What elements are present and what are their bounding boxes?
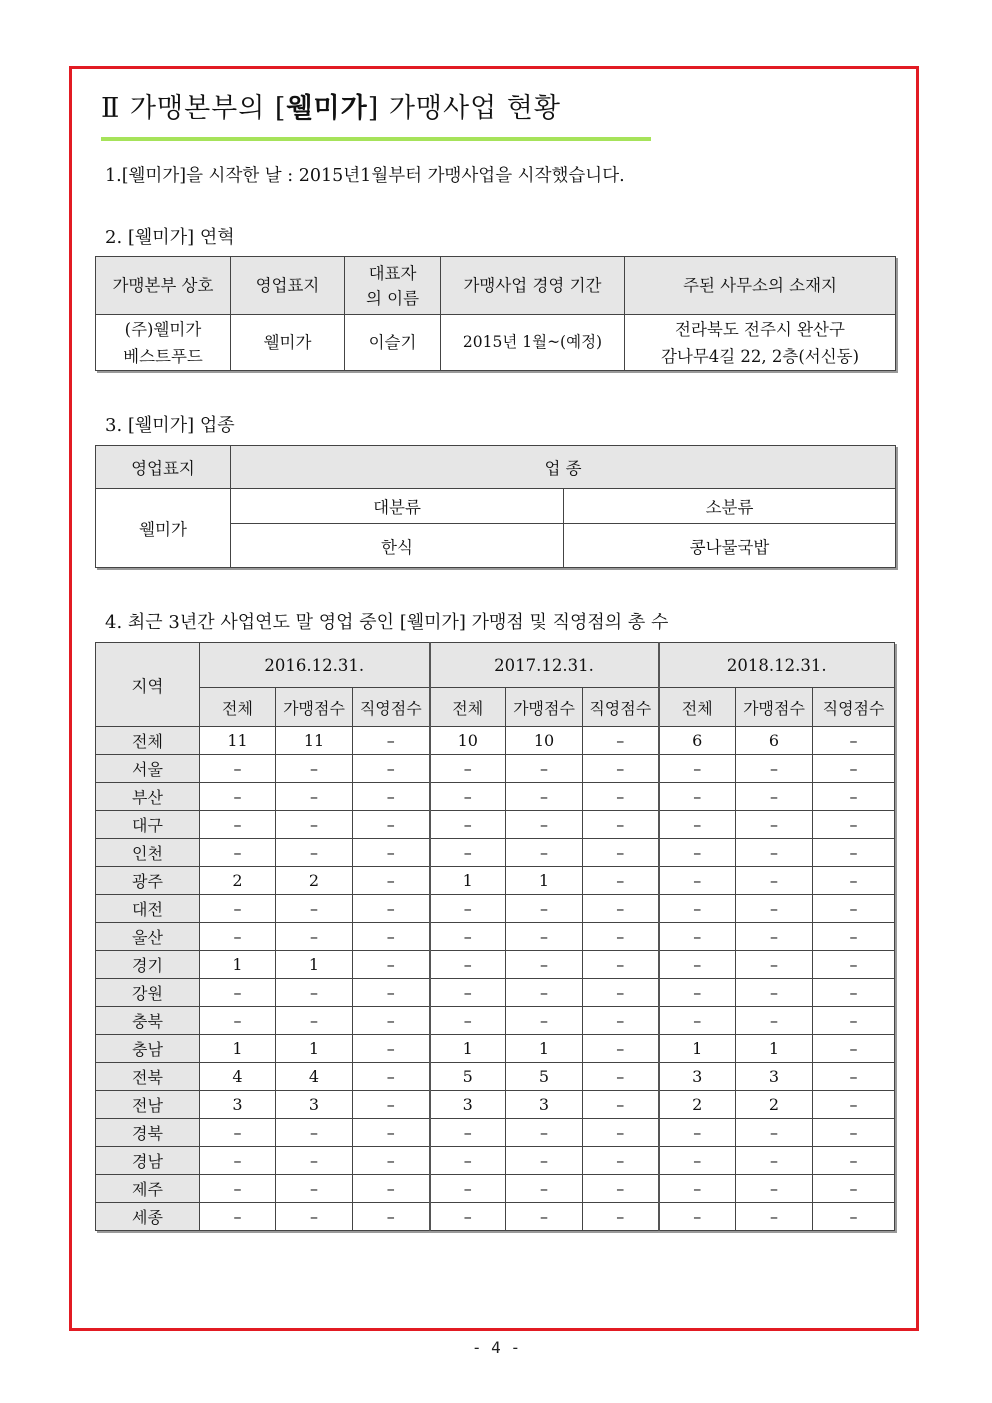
count-cell: –	[276, 1119, 353, 1147]
count-cell: –	[659, 923, 736, 951]
count-cell: –	[276, 839, 353, 867]
count-cell: –	[506, 1203, 583, 1231]
subheader-franchise: 가맹점수	[736, 688, 813, 727]
company-name: (주)웰미가 베스트푸드	[96, 315, 231, 371]
table-row	[96, 867, 895, 895]
region-label: 전북	[96, 1063, 200, 1091]
count-cell: –	[506, 951, 583, 979]
subheader-direct: 직영점수	[353, 688, 430, 727]
count-cell: 4	[200, 1063, 276, 1091]
count-cell: –	[430, 755, 506, 783]
table-row	[96, 951, 895, 979]
count-cell: –	[583, 1035, 659, 1063]
count-cell: –	[353, 867, 430, 895]
major-category: 한식	[231, 524, 564, 568]
table-row	[96, 923, 895, 951]
title-underline	[101, 137, 651, 141]
count-cell: –	[353, 895, 430, 923]
page-title: Ⅱ 가맹본부의 [웰미가] 가맹사업 현황	[101, 93, 561, 124]
count-cell: –	[506, 755, 583, 783]
count-cell: 1	[200, 951, 276, 979]
count-cell: –	[353, 1035, 430, 1063]
count-cell: –	[200, 1119, 276, 1147]
region-label: 인천	[96, 839, 200, 867]
region-label: 경남	[96, 1147, 200, 1175]
count-cell: –	[430, 839, 506, 867]
count-cell: –	[430, 923, 506, 951]
count-cell: –	[813, 1175, 895, 1203]
header-major: 대분류	[231, 489, 564, 524]
region-label: 세종	[96, 1203, 200, 1231]
count-cell: –	[276, 811, 353, 839]
count-cell: –	[430, 951, 506, 979]
count-cell: –	[813, 839, 895, 867]
count-cell: –	[736, 1203, 813, 1231]
table-row	[96, 755, 895, 783]
header-address: 주된 사무소의 소재지	[625, 257, 896, 315]
header-brand: 영업표지	[96, 446, 231, 489]
count-cell: 10	[506, 727, 583, 755]
count-cell: –	[430, 895, 506, 923]
region-label: 부산	[96, 783, 200, 811]
count-cell: –	[736, 867, 813, 895]
count-cell: –	[353, 1203, 430, 1231]
table-row	[96, 1119, 895, 1147]
business-period: 2015년 1월~(예정)	[441, 315, 625, 371]
region-label: 전남	[96, 1091, 200, 1119]
count-cell: 5	[430, 1063, 506, 1091]
header-industry: 업 종	[231, 446, 896, 489]
region-label: 경기	[96, 951, 200, 979]
subheader-total: 전체	[200, 688, 276, 727]
count-cell: –	[353, 923, 430, 951]
count-cell: –	[583, 1147, 659, 1175]
count-cell: –	[200, 755, 276, 783]
count-cell: 4	[276, 1063, 353, 1091]
count-cell: –	[583, 1175, 659, 1203]
count-cell: –	[583, 1007, 659, 1035]
count-cell: –	[813, 811, 895, 839]
count-cell: –	[736, 979, 813, 1007]
count-cell: –	[200, 1203, 276, 1231]
count-cell: 1	[506, 1035, 583, 1063]
count-cell: –	[430, 1147, 506, 1175]
count-cell: –	[506, 1147, 583, 1175]
count-cell: –	[430, 979, 506, 1007]
count-cell: –	[276, 1175, 353, 1203]
count-cell: –	[813, 1035, 895, 1063]
count-cell: 1	[736, 1035, 813, 1063]
count-cell: –	[813, 895, 895, 923]
count-cell: –	[813, 979, 895, 1007]
count-cell: –	[200, 1007, 276, 1035]
table-row	[96, 1203, 895, 1231]
region-label: 강원	[96, 979, 200, 1007]
region-label: 충북	[96, 1007, 200, 1035]
region-label: 충남	[96, 1035, 200, 1063]
count-cell: –	[430, 1203, 506, 1231]
region-label: 경북	[96, 1119, 200, 1147]
count-cell: –	[506, 783, 583, 811]
page-number: - 4 -	[471, 1338, 521, 1357]
count-cell: 1	[200, 1035, 276, 1063]
count-cell: –	[430, 1119, 506, 1147]
count-cell: –	[200, 895, 276, 923]
section-3-heading: 3. [웰미가] 업종	[105, 415, 235, 436]
region-label: 대전	[96, 895, 200, 923]
count-cell: –	[276, 895, 353, 923]
count-cell: –	[583, 839, 659, 867]
count-cell: –	[736, 839, 813, 867]
count-cell: –	[813, 1203, 895, 1231]
office-address: 전라북도 전주시 완산구 감나무4길 22, 2층(서신동)	[625, 315, 896, 371]
count-cell: –	[659, 1175, 736, 1203]
count-cell: –	[430, 783, 506, 811]
count-cell: –	[276, 783, 353, 811]
count-cell: –	[659, 1147, 736, 1175]
industry-table	[95, 445, 896, 568]
count-cell: –	[430, 811, 506, 839]
table-row	[96, 1147, 895, 1175]
count-cell: –	[813, 755, 895, 783]
count-cell: –	[583, 951, 659, 979]
count-cell: –	[736, 1147, 813, 1175]
count-cell: –	[353, 811, 430, 839]
header-period: 가맹사업 경영 기간	[441, 257, 625, 315]
region-label: 광주	[96, 867, 200, 895]
count-cell: –	[659, 895, 736, 923]
count-cell: –	[813, 951, 895, 979]
count-cell: 2	[276, 867, 353, 895]
count-cell: 3	[506, 1091, 583, 1119]
count-cell: –	[583, 979, 659, 1007]
header-year-2018: 2018.12.31.	[659, 643, 895, 688]
count-cell: 1	[430, 1035, 506, 1063]
header-minor: 소분류	[564, 489, 896, 524]
history-table	[95, 256, 896, 371]
region-label: 서울	[96, 755, 200, 783]
subheader-direct: 직영점수	[813, 688, 895, 727]
count-cell: –	[659, 839, 736, 867]
count-cell: –	[736, 755, 813, 783]
count-cell: –	[583, 755, 659, 783]
table-row	[96, 1035, 895, 1063]
count-cell: –	[736, 811, 813, 839]
region-label: 제주	[96, 1175, 200, 1203]
count-cell: –	[353, 1119, 430, 1147]
table-row	[96, 1091, 895, 1119]
count-cell: –	[200, 979, 276, 1007]
count-cell: –	[430, 1007, 506, 1035]
count-cell: –	[583, 1091, 659, 1119]
header-company: 가맹본부 상호	[96, 257, 231, 315]
count-cell: –	[583, 1203, 659, 1231]
count-cell: –	[200, 811, 276, 839]
count-cell: 2	[659, 1091, 736, 1119]
count-cell: 6	[736, 727, 813, 755]
count-cell: –	[659, 951, 736, 979]
count-cell: –	[353, 839, 430, 867]
count-cell: 11	[200, 727, 276, 755]
subheader-direct: 직영점수	[583, 688, 659, 727]
table-row	[96, 727, 895, 755]
count-cell: –	[813, 1119, 895, 1147]
count-cell: –	[200, 1175, 276, 1203]
count-cell: –	[659, 979, 736, 1007]
count-cell: –	[736, 1175, 813, 1203]
count-cell: –	[583, 783, 659, 811]
table-row	[96, 979, 895, 1007]
count-cell: –	[430, 1175, 506, 1203]
store-count-table	[95, 642, 895, 1231]
count-cell: –	[200, 1147, 276, 1175]
count-cell: –	[353, 979, 430, 1007]
count-cell: 3	[200, 1091, 276, 1119]
count-cell: –	[506, 979, 583, 1007]
count-cell: –	[506, 1007, 583, 1035]
count-cell: –	[506, 895, 583, 923]
count-cell: 1	[276, 951, 353, 979]
region-label: 대구	[96, 811, 200, 839]
table-row	[96, 1007, 895, 1035]
count-cell: –	[276, 923, 353, 951]
count-cell: 3	[276, 1091, 353, 1119]
count-cell: –	[353, 1147, 430, 1175]
count-cell: 1	[276, 1035, 353, 1063]
count-cell: 10	[430, 727, 506, 755]
count-cell: –	[276, 1007, 353, 1035]
count-cell: 2	[736, 1091, 813, 1119]
table-row	[96, 1175, 895, 1203]
subheader-total: 전체	[430, 688, 506, 727]
count-cell: –	[736, 1007, 813, 1035]
header-year-2017: 2017.12.31.	[430, 643, 659, 688]
count-cell: –	[813, 1091, 895, 1119]
start-date-statement: 1.[웰미가]을 시작한 날 : 2015년1월부터 가맹사업을 시작했습니다.	[105, 166, 625, 186]
count-cell: –	[276, 1203, 353, 1231]
table-row	[96, 811, 895, 839]
table-row	[96, 783, 895, 811]
count-cell: –	[659, 1007, 736, 1035]
count-cell: –	[200, 783, 276, 811]
minor-category: 콩나물국밥	[564, 524, 896, 568]
count-cell: –	[583, 1119, 659, 1147]
count-cell: –	[353, 727, 430, 755]
count-cell: –	[506, 811, 583, 839]
count-cell: –	[736, 1119, 813, 1147]
section-4-heading: 4. 최근 3년간 사업연도 말 영업 중인 [웰미가] 가맹점 및 직영점의 총 수	[105, 612, 669, 633]
brand-name: 웰미가	[286, 93, 368, 124]
count-cell: –	[736, 923, 813, 951]
count-cell: 5	[506, 1063, 583, 1091]
count-cell: –	[583, 1063, 659, 1091]
count-cell: –	[276, 755, 353, 783]
count-cell: –	[659, 811, 736, 839]
count-cell: –	[659, 867, 736, 895]
count-cell: –	[659, 1203, 736, 1231]
count-cell: –	[353, 1063, 430, 1091]
count-cell: –	[583, 895, 659, 923]
count-cell: –	[736, 895, 813, 923]
header-brand: 영업표지	[231, 257, 345, 315]
count-cell: –	[813, 783, 895, 811]
count-cell: –	[353, 783, 430, 811]
count-cell: –	[583, 923, 659, 951]
count-cell: 11	[276, 727, 353, 755]
count-cell: –	[736, 783, 813, 811]
count-cell: 1	[506, 867, 583, 895]
count-cell: 3	[430, 1091, 506, 1119]
count-cell: –	[353, 951, 430, 979]
count-cell: –	[583, 867, 659, 895]
count-cell: –	[200, 923, 276, 951]
header-year-2016: 2016.12.31.	[200, 643, 430, 688]
count-cell: –	[276, 1147, 353, 1175]
count-cell: –	[813, 923, 895, 951]
header-ceo: 대표자의 이름	[345, 257, 441, 315]
count-cell: –	[200, 839, 276, 867]
section-2-heading: 2. [웰미가] 연혁	[105, 227, 235, 248]
count-cell: 1	[430, 867, 506, 895]
table-row	[96, 839, 895, 867]
brand-cell: 웰미가	[96, 489, 231, 568]
count-cell: 3	[659, 1063, 736, 1091]
count-cell: –	[659, 783, 736, 811]
count-cell: –	[813, 727, 895, 755]
count-cell: –	[353, 1007, 430, 1035]
count-cell: –	[583, 811, 659, 839]
count-cell: –	[276, 979, 353, 1007]
count-cell: –	[353, 755, 430, 783]
count-cell: –	[813, 1063, 895, 1091]
count-cell: 1	[659, 1035, 736, 1063]
count-cell: –	[813, 867, 895, 895]
count-cell: 3	[736, 1063, 813, 1091]
count-cell: 6	[659, 727, 736, 755]
count-cell: –	[506, 923, 583, 951]
count-cell: –	[813, 1007, 895, 1035]
region-label: 울산	[96, 923, 200, 951]
count-cell: –	[813, 1147, 895, 1175]
subheader-franchise: 가맹점수	[276, 688, 353, 727]
count-cell: –	[506, 1119, 583, 1147]
count-cell: 2	[200, 867, 276, 895]
count-cell: –	[353, 1091, 430, 1119]
table-row	[96, 1063, 895, 1091]
table-row	[96, 895, 895, 923]
count-cell: –	[506, 839, 583, 867]
subheader-total: 전체	[659, 688, 736, 727]
header-region: 지역	[96, 643, 200, 727]
ceo-name: 이슬기	[345, 315, 441, 371]
count-cell: –	[659, 755, 736, 783]
brand-cell: 웰미가	[231, 315, 345, 371]
region-label: 전체	[96, 727, 200, 755]
count-cell: –	[506, 1175, 583, 1203]
count-cell: –	[583, 727, 659, 755]
count-cell: –	[659, 1119, 736, 1147]
subheader-franchise: 가맹점수	[506, 688, 583, 727]
count-cell: –	[736, 951, 813, 979]
count-cell: –	[353, 1175, 430, 1203]
